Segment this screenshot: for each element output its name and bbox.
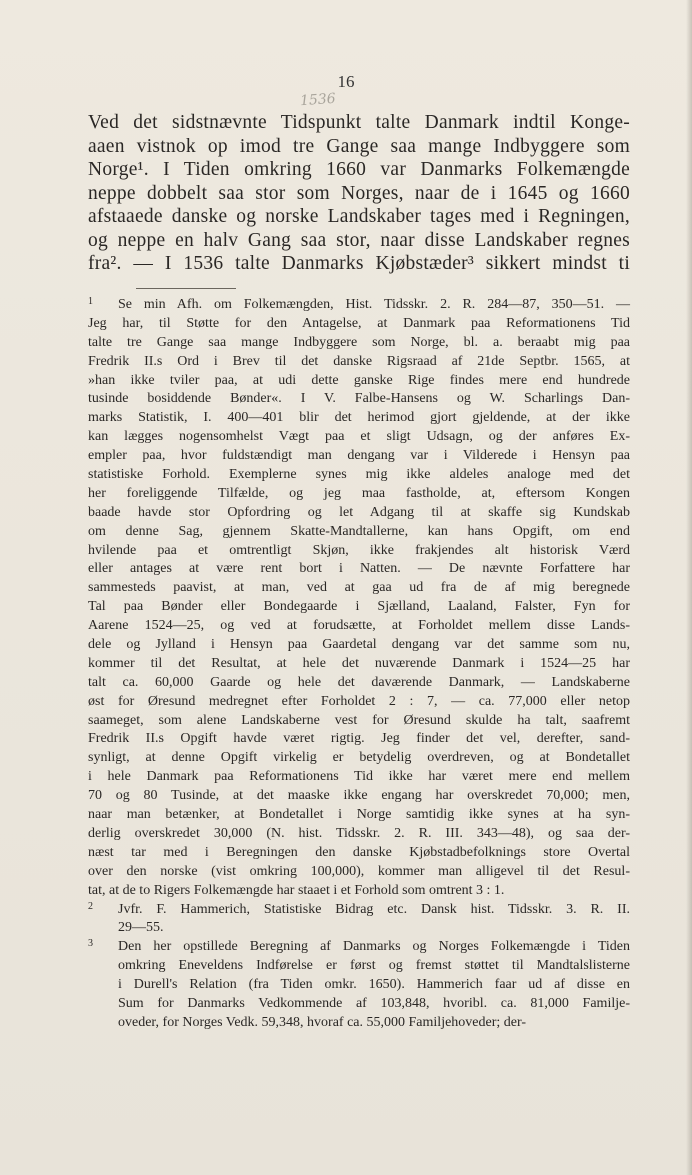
footnote-line bbox=[88, 806, 630, 825]
footnote-line bbox=[88, 372, 630, 391]
main-line: Ved det sidstnævnte Tidspunkt talte Danmark indtil Konge- bbox=[88, 112, 630, 133]
footnote-line bbox=[88, 296, 630, 315]
footnote-line bbox=[88, 938, 630, 957]
footnote-line bbox=[88, 693, 630, 712]
footnote-text: 70 og 80 Tusinde, at det maaske ikke engang har overskredet 70,000; men, bbox=[88, 788, 630, 804]
footnote-line bbox=[88, 957, 630, 976]
footnote-text: Jvfr. F. Hammerich, Statistiske Bidrag etc. Dansk hist. Tidsskr. 3. R. II. bbox=[118, 901, 630, 917]
footnote-marker: 2 bbox=[88, 900, 93, 912]
footnote-text: statistiske Forhold. Exemplerne synes mig ikke aldeles analoge med det bbox=[88, 467, 630, 483]
footnote-line bbox=[88, 447, 630, 466]
footnote-text: eller antages at være rent bort i Natten. — De nævnte Forfattere har bbox=[88, 561, 630, 577]
footnote-line bbox=[88, 579, 630, 598]
main-line: Norge¹. I Tiden omkring 1660 var Danmarks Folkemængde bbox=[88, 159, 630, 180]
footnotes-section bbox=[88, 296, 630, 1033]
footnote-line bbox=[88, 1014, 630, 1033]
footnote-text: øst for Øresund medregnet efter Forholdet 2 : 7, — ca. 77,000 eller netop bbox=[88, 693, 630, 709]
footnote-marker: 3 bbox=[88, 938, 93, 950]
footnote-line bbox=[88, 315, 630, 334]
footnote-text: om denne Sag, gjennem Skatte-Mandtallerne, kan hans Opgift, om end bbox=[88, 523, 630, 539]
footnote-2 bbox=[88, 901, 630, 939]
footnote-line bbox=[88, 485, 630, 504]
footnote-text: saameget, som alene Landskaberne vest for Øresund skulde ha talt, saafremt bbox=[88, 712, 630, 728]
footnote-text: Den her opstillede Beregning af Danmarks og Norges Folkemængde i Tiden bbox=[118, 939, 630, 955]
main-line: neppe dobbelt saa stor som Norges, naar de i 1645 og 1660 bbox=[88, 182, 630, 204]
footnote-line bbox=[88, 504, 630, 523]
footnote-text: Tal paa Bønder eller Bondegaarde i Sjælland, Laaland, Falster, Fyn for bbox=[88, 599, 630, 615]
footnote-line bbox=[88, 901, 630, 920]
footnote-text: kan lægges nogensomhelst Vægt paa et sligt Udsagn, og der anføres Ex- bbox=[88, 429, 630, 445]
footnote-text: empler paa, hvor fuldstændigt man dengang var i Vilderede i Hensyn paa bbox=[88, 448, 630, 464]
footnote-line bbox=[88, 390, 630, 409]
footnote-text: tusinde bosiddende Bønder«. I V. Falbe-Hansens og W. Scharlings Dan- bbox=[88, 391, 630, 407]
footnote-line bbox=[88, 655, 630, 674]
footnote-line bbox=[88, 617, 630, 636]
footnote-line bbox=[88, 976, 630, 995]
footnote-line bbox=[88, 560, 630, 579]
main-line: afstaaede danske og norske Landskaber tages med i Regningen, bbox=[88, 206, 630, 227]
footnote-line bbox=[88, 523, 630, 542]
footnote-line bbox=[88, 749, 630, 768]
footnote-text: i Durell's Relation (fra Tiden omkr. 1650). Hammerich faar ud af disse en bbox=[118, 977, 630, 993]
footnote-1 bbox=[88, 296, 630, 901]
footnote-line bbox=[88, 542, 630, 561]
footnote-text: over den norske (vist omkring 100,000), kommer man alligevel til det Resul- bbox=[88, 863, 630, 879]
footnote-text: talte tre Gange saa mange Indbyggere som Norge, bl. a. beraabt mig paa bbox=[88, 334, 630, 350]
footnote-line bbox=[88, 598, 630, 617]
footnote-line bbox=[88, 353, 630, 372]
footnote-text: i hele Danmark paa Reformationens Tid ikke har været mere end mellem bbox=[88, 769, 630, 785]
main-line: aaen vistnok op imod tre Gange saa mange Indbyggere som bbox=[88, 135, 630, 157]
main-line: og neppe en halv Gang saa stor, naar disse Landskaber regnes bbox=[88, 229, 630, 251]
footnote-text: marks Statistik, I. 400—401 blir det herimod gjort gjeldende, at der ikke bbox=[88, 410, 630, 426]
main-line: fra². — I 1536 talte Danmarks Kjøbstæder³ sikkert mindst ti bbox=[88, 253, 630, 274]
footnote-line bbox=[88, 863, 630, 882]
footnote-text: Sum for Danmarks Vedkommende af 103,848, hvoribl. ca. 81,000 Familje- bbox=[118, 995, 630, 1011]
footnote-text: tat, at de to Rigers Folkemængde har staaet i et Forhold som omtrent 3 : 1. bbox=[88, 882, 505, 898]
footnote-line bbox=[88, 995, 630, 1014]
footnote-text: Fredrik II.s Opgift havde været rigtig. Jeg finder det vel, derefter, sand- bbox=[88, 731, 630, 747]
footnote-text: oveder, for Norges Vedk. 59,348, hvoraf ca. 55,000 Familjehoveder; der- bbox=[118, 1014, 527, 1030]
footnote-line bbox=[88, 466, 630, 485]
footnote-line bbox=[88, 844, 630, 863]
footnote-text: dele og Jylland i Hensyn paa Gaardetal dengang var det samme som nu, bbox=[88, 637, 630, 653]
footnote-text: derlig overskredet 30,000 (N. hist. Tidsskr. 2. R. III. 343—48), og saa der- bbox=[88, 825, 630, 841]
footnote-line bbox=[88, 919, 630, 938]
footnote-line bbox=[88, 409, 630, 428]
footnote-text: Se min Afh. om Folkemængden, Hist. Tidsskr. 2. R. 284—87, 350—51. — bbox=[118, 297, 630, 312]
footnote-text: næst tar med i Beregningen den danske Kjøbstadbefolknings store Overtal bbox=[88, 844, 630, 860]
footnote-text: talt ca. 60,000 Gaarde og hele det daværende Danmark, — Landskaberne bbox=[88, 674, 630, 690]
footnote-text: her foreliggende Tilfælde, og jeg maa fastholde, at, eftersom Kongen bbox=[88, 485, 630, 501]
footnote-line bbox=[88, 825, 630, 844]
footnote-text: baade havde stor Opfordring og let Adgang til at skaffe sig Kundskab bbox=[88, 504, 630, 520]
footnote-text: omkring Eneveldens Indførelse er først og fremst støttet til Mandtalslisterne bbox=[118, 958, 630, 974]
footnote-line bbox=[88, 428, 630, 447]
footnote-line bbox=[88, 334, 630, 353]
footnote-text: kommer til det Resultat, at hele det nuværende Danmark i 1524—25 har bbox=[88, 655, 630, 671]
pencil-annotation: 1536 bbox=[299, 90, 337, 110]
footnote-text: 29—55. bbox=[118, 920, 164, 936]
footnote-text: Fredrik II.s Ord i Brev til det danske Rigsraad af 21de Septbr. 1565, at bbox=[88, 353, 630, 369]
footnote-line bbox=[88, 712, 630, 731]
footnote-text: hvilende paa et omtrentligt Skjøn, ikke frakjendes alt historisk Værd bbox=[88, 542, 630, 558]
footnote-marker: 1 bbox=[88, 296, 93, 307]
footnote-divider bbox=[136, 288, 236, 289]
footnote-line bbox=[88, 768, 630, 787]
footnote-line bbox=[88, 636, 630, 655]
footnote-text: naar man betænker, at Bondetallet i Norge samtidig ikke synes at ha syn- bbox=[88, 807, 630, 823]
footnote-line bbox=[88, 787, 630, 806]
footnote-line bbox=[88, 730, 630, 749]
footnote-text: Aarene 1524—25, og ved at forudsætte, at Forholdet mellem disse Lands- bbox=[88, 618, 630, 634]
footnote-text: »han ikke tviler paa, at udi dette ganske Rige findes mere end hundrede bbox=[88, 372, 630, 388]
footnote-text: synligt, at denne Opgift virkelig er betydelig overdreven, og at Bondetallet bbox=[88, 750, 630, 766]
footnote-line bbox=[88, 882, 630, 901]
footnote-text: sammesteds paavist, at man, ved at gaa ud fra de af mig beregnede bbox=[88, 580, 630, 596]
main-paragraph bbox=[88, 111, 630, 276]
footnote-text: Jeg har, til Støtte for den Antagelse, at Danmark paa Reformationens Tid bbox=[88, 315, 630, 331]
page-number: 16 bbox=[337, 72, 355, 91]
footnote-line bbox=[88, 674, 630, 693]
footnote-3 bbox=[88, 938, 630, 1032]
